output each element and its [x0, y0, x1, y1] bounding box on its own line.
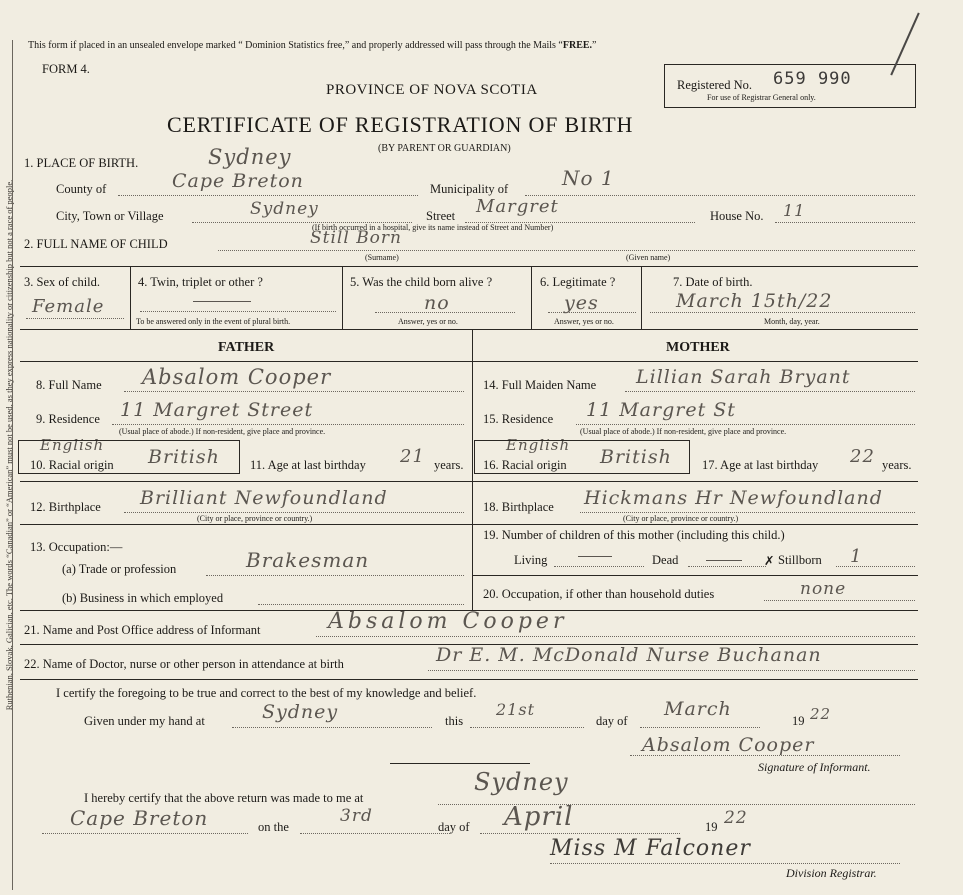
informant-signature-caption: Signature of Informant.	[758, 760, 871, 774]
registrar-county-line	[42, 833, 248, 834]
street-label: Street	[426, 209, 456, 223]
informant-label: 21. Name and Post Office address of Informant	[24, 623, 261, 637]
date-line	[650, 312, 915, 313]
year-prefix: 19	[792, 714, 805, 728]
house-value: 11	[783, 201, 806, 220]
place-of-birth-label: 1. PLACE OF BIRTH.	[24, 156, 139, 170]
county-label: County of	[56, 182, 107, 196]
sex-label: 3. Sex of child.	[24, 275, 101, 289]
rule-3	[20, 361, 918, 362]
father-residence-label: 9. Residence	[36, 412, 100, 426]
alive-line	[375, 312, 515, 313]
mother-name-value: Lillian Sarah Bryant	[636, 366, 851, 388]
given-name-caption: (Given name)	[626, 253, 671, 262]
rule-8	[20, 679, 918, 680]
twin-line	[140, 311, 336, 312]
day-line	[470, 727, 584, 728]
this-label: this	[445, 714, 464, 728]
divider-4-5	[342, 267, 343, 329]
dead-dash	[706, 560, 742, 561]
living-dash	[578, 556, 612, 557]
certificate-title: CERTIFICATE OF REGISTRATION OF BIRTH	[167, 112, 634, 137]
place-of-birth-value: Sydney	[208, 145, 292, 169]
stillborn-mark: ✗	[764, 554, 775, 568]
stillborn-line	[836, 566, 915, 567]
father-trade-label: (a) Trade or profession	[62, 562, 177, 576]
rule-1	[20, 266, 918, 267]
mother-name-label: 14. Full Maiden Name	[483, 378, 597, 392]
registrar-county-value: Cape Breton	[70, 806, 209, 830]
mother-birthplace-line	[580, 512, 915, 513]
mother-origin-label: 16. Racial origin	[483, 458, 567, 472]
rule-5	[20, 524, 918, 525]
given-place-value: Sydney	[262, 701, 339, 723]
mother-origin-value: British	[600, 446, 672, 468]
living-line	[554, 566, 644, 567]
mother-occupation-label: 20. Occupation, if other than household duties	[483, 587, 715, 601]
registrar-text: I hereby certify that the above return was made to me at	[84, 791, 364, 805]
sex-value: Female	[32, 296, 105, 317]
form-number: FORM 4.	[42, 62, 90, 76]
mother-occupation-line	[764, 600, 915, 601]
given-under-label: Given under my hand at	[84, 714, 205, 728]
father-name-value: Absalom Cooper	[142, 365, 332, 389]
mother-birthplace-label: 18. Birthplace	[483, 500, 554, 514]
mother-origin-extra: English	[506, 436, 571, 454]
reg-month-line	[480, 833, 680, 834]
registered-number: 659 990	[773, 69, 852, 89]
twin-label: 4. Twin, triplet or other ?	[138, 275, 263, 289]
alive-value: no	[424, 292, 450, 314]
mother-residence-note: (Usual place of abode.) If non-resident, give place and province.	[580, 427, 787, 436]
registered-label: Registered No.	[677, 78, 752, 92]
municipality-value: No 1	[562, 166, 615, 190]
mother-birthplace-note: (City or place, province or country.)	[623, 514, 739, 523]
informant-line	[316, 636, 915, 637]
informant-value: Absalom Cooper	[328, 609, 568, 634]
on-the-label: on the	[258, 820, 289, 834]
separator-rule	[390, 763, 530, 764]
divider-5-6	[531, 267, 532, 329]
informant-signature: Absalom Cooper	[642, 734, 815, 756]
day-value: 21st	[496, 700, 535, 719]
reg-day-of-label: day of	[438, 820, 470, 834]
legit-label: 6. Legitimate ?	[540, 275, 616, 289]
father-origin-extra: English	[40, 436, 105, 454]
margin-line	[12, 40, 13, 890]
mother-residence-value: 11 Margret St	[586, 399, 736, 421]
registrar-place-value: Sydney	[474, 768, 569, 796]
month-line	[640, 727, 760, 728]
mother-name-line	[625, 391, 915, 392]
father-birthplace-note: (City or place, province or country.)	[197, 514, 313, 523]
father-years-label: years.	[434, 458, 464, 472]
stillborn-label: Stillborn	[778, 553, 822, 567]
registrar-note: For use of Registrar General only.	[707, 93, 816, 102]
registrar-caption: Division Registrar.	[786, 866, 877, 880]
given-place-line	[232, 727, 432, 728]
mother-heading: MOTHER	[666, 340, 730, 355]
father-origin-value: British	[148, 446, 220, 468]
child-name-line	[218, 250, 915, 251]
registrar-signature-line	[550, 863, 900, 864]
father-origin-label: 10. Racial origin	[30, 458, 114, 472]
father-residence-line	[112, 424, 464, 425]
county-line	[118, 195, 418, 196]
hospital-note: (If birth occurred in a hospital, give its name instead of Street and Number)	[312, 223, 554, 232]
divider-3-4	[130, 267, 131, 329]
father-origin-box	[18, 440, 240, 474]
city-label: City, Town or Village	[56, 209, 164, 223]
province-heading: PROVINCE OF NOVA SCOTIA	[326, 82, 538, 98]
certificate-subtitle: (BY PARENT OR GUARDIAN)	[378, 143, 511, 154]
legit-line	[548, 312, 636, 313]
dead-label: Dead	[652, 553, 679, 567]
municipality-label: Municipality of	[430, 182, 509, 196]
side-instructions: Ruthenian, Slovak, Galician, etc. The words “Canadian” or “American” must not be used, as they express nationality or citizenship but not a race of people.	[4, 179, 14, 711]
twin-dash	[193, 301, 251, 302]
dead-line	[688, 566, 766, 567]
surname-caption: (Surname)	[365, 253, 399, 262]
father-age-value: 21	[400, 446, 425, 467]
month-value: March	[664, 698, 732, 720]
rule-2	[20, 329, 918, 330]
child-name-value: Still Born	[310, 228, 402, 248]
rule-4	[20, 481, 918, 482]
registered-box	[664, 64, 916, 108]
father-trade-line	[206, 575, 464, 576]
father-name-line	[124, 391, 464, 392]
mother-age-value: 22	[850, 446, 875, 467]
father-name-label: 8. Full Name	[36, 378, 102, 392]
divider-6-7	[641, 267, 642, 329]
doctor-label: 22. Name of Doctor, nurse or other person in attendance at birth	[24, 657, 344, 671]
father-residence-note: (Usual place of abode.) If non-resident, give place and province.	[119, 427, 326, 436]
mother-origin-box	[474, 440, 690, 474]
municipality-line	[525, 195, 915, 196]
living-label: Living	[514, 553, 548, 567]
reg-day-value: 3rd	[340, 806, 373, 826]
father-birthplace-label: 12. Birthplace	[30, 500, 101, 514]
mail-notice-text: This form if placed in an unsealed envelope marked “ Dominion Statistics free,” and properly addressed will pass through the Mails “	[28, 40, 563, 51]
mother-occupation-value: none	[800, 579, 847, 599]
father-occupation-label: 13. Occupation:—	[30, 540, 123, 554]
certify-text: I certify the foregoing to be true and correct to the best of my knowledge and belief.	[56, 686, 477, 700]
date-note: Month, day, year.	[764, 317, 820, 326]
parents-divider	[472, 330, 473, 610]
stillborn-value: 1	[850, 546, 863, 567]
mother-age-label: 17. Age at last birthday	[702, 458, 819, 472]
father-birthplace-value: Brilliant Newfoundland	[140, 487, 388, 509]
father-heading: FATHER	[218, 340, 275, 355]
house-label: House No.	[710, 209, 764, 223]
mother-residence-line	[576, 424, 915, 425]
date-of-birth-label: 7. Date of birth.	[673, 275, 753, 289]
reg-day-line	[300, 833, 450, 834]
child-name-label: 2. FULL NAME OF CHILD	[24, 237, 168, 251]
father-business-label: (b) Business in which employed	[62, 591, 224, 605]
city-value: Sydney	[250, 199, 319, 219]
mother-children-label: 19. Number of children of this mother (including this child.)	[483, 528, 785, 542]
mail-notice-end: ”	[592, 40, 597, 51]
doctor-line	[428, 670, 915, 671]
father-business-line	[258, 604, 464, 605]
father-residence-value: 11 Margret Street	[120, 399, 314, 421]
alive-label: 5. Was the child born alive ?	[350, 275, 493, 289]
father-birthplace-line	[124, 512, 464, 513]
alive-note: Answer, yes or no.	[398, 317, 458, 326]
date-of-birth-value: March 15th/22	[676, 290, 833, 312]
mother-residence-label: 15. Residence	[483, 412, 554, 426]
street-value: Margret	[476, 196, 559, 217]
informant-signature-line	[630, 755, 900, 756]
mother-birthplace-value: Hickmans Hr Newfoundland	[584, 487, 883, 509]
day-of-label: day of	[596, 714, 628, 728]
reg-month-value: April	[504, 802, 574, 832]
reg-year-value: 22	[724, 808, 748, 828]
legit-note: Answer, yes or no.	[554, 317, 614, 326]
doctor-value: Dr E. M. McDonald Nurse Buchanan	[436, 644, 822, 666]
county-value: Cape Breton	[172, 170, 304, 192]
legit-value: yes	[564, 292, 599, 314]
mail-notice-free: FREE.	[562, 40, 593, 51]
year-value: 22	[810, 705, 832, 723]
father-trade-value: Brakesman	[246, 548, 370, 572]
rule-mother-19	[473, 575, 918, 576]
registrar-signature: Miss M Falconer	[550, 836, 751, 861]
reg-year-prefix: 19	[705, 820, 718, 834]
mail-notice	[28, 40, 596, 51]
sex-line	[26, 318, 124, 319]
father-age-label: 11. Age at last birthday	[250, 458, 366, 472]
twin-note: To be answered only in the event of plural birth.	[136, 317, 291, 326]
mother-years-label: years.	[882, 458, 912, 472]
house-line	[775, 222, 915, 223]
